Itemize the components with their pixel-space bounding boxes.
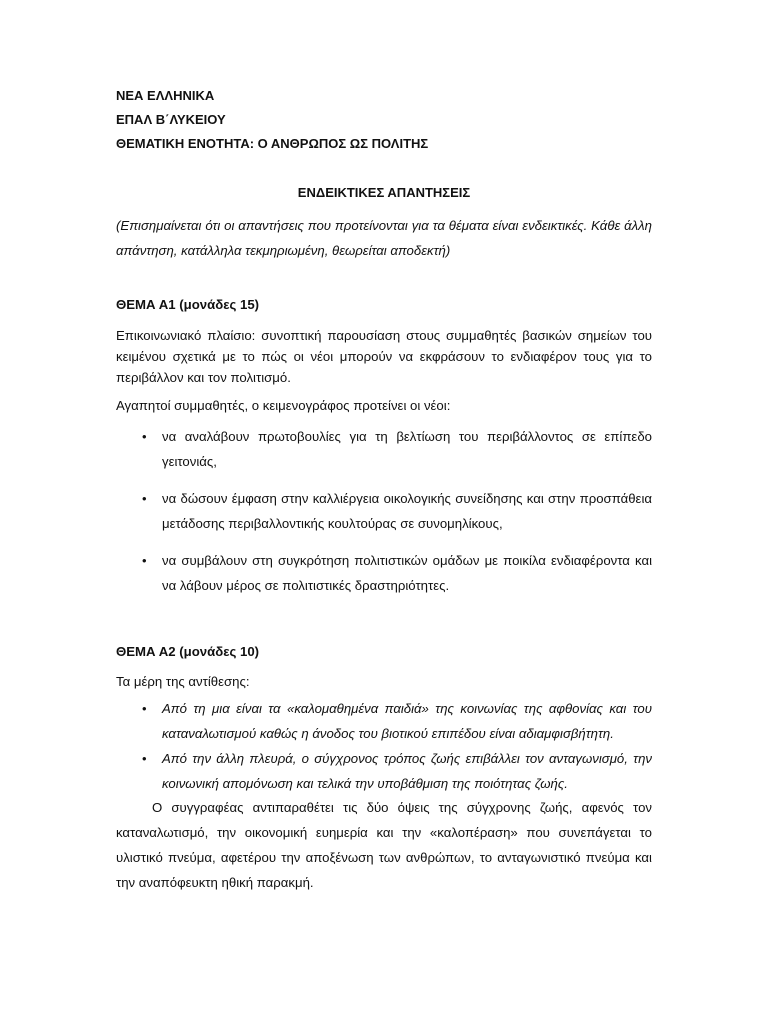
list-item-text: να συμβάλουν στη συγκρότηση πολιτιστικών ομάδων με ποικίλα ενδιαφέροντα και να λάβουν μέρος σε πολιτιστικές δραστηριότητες. — [162, 553, 652, 593]
bullet-icon: • — [142, 701, 147, 716]
unit-heading: ΘΕΜΑΤΙΚΗ ΕΝΟΤΗΤΑ: Ο ΑΝΘΡΩΠΟΣ ΩΣ ΠΟΛΙΤΗΣ — [116, 136, 429, 151]
section-a2-paragraph: Ο συγγραφέας αντιπαραθέτει τις δύο όψεις της σύγχρονης ζωής, αφενός τον καταναλωτισμό, την οικονομική ευημερία και την «καλοπέραση» που συνεπάγεται το υλιστικό πνεύμα, αφετέρου την αποξένωση των ανθρώπων, το ανταγωνιστικό πνεύμα και την αναπόφευκτη ηθική παρακμή. — [116, 800, 652, 890]
subject-heading: ΝΕΑ ΕΛΛΗΝΙΚΑ — [116, 88, 215, 103]
list-item-text: να αναλάβουν πρωτοβουλίες για τη βελτίωση του περιβάλλοντος σε επίπεδο γειτονιάς, — [162, 429, 652, 469]
section-a1-heading: ΘΕΜΑ Α1 (μονάδες 15) — [116, 297, 260, 312]
bullet-icon: • — [142, 553, 147, 568]
list-item-text: Από τη μια είναι τα «καλομαθημένα παιδιά» της κοινωνίας της αφθονίας και του καταναλωτισμού καθώς η άνοδος του βιοτικού επιπέδου είναι αδιαμφισβήτητη. — [162, 701, 652, 741]
list-item — [116, 696, 652, 748]
list-item — [116, 424, 652, 476]
section-a1-intro: Αγαπητοί συμμαθητές, ο κειμενογράφος προτείνει οι νέοι: — [116, 398, 451, 413]
disclaimer-note: (Επισημαίνεται ότι οι απαντήσεις που προτείνονται για τα θέματα είναι ενδεικτικές. Κάθε άλλη απάντηση, κατάλληλα τεκμηριωμένη, θεωρείται αποδεκτή) — [116, 218, 652, 258]
list-item-text: Από την άλλη πλευρά, ο σύγχρονος τρόπος ζωής επιβάλλει τον ανταγωνισμό, την κοινωνική απομόνωση και τελικά την υποβάθμιση της ποιότητας ζωής. — [162, 751, 652, 791]
bullet-icon: • — [142, 491, 147, 506]
section-a1-context: Επικοινωνιακό πλαίσιο: συνοπτική παρουσίαση στους συμμαθητές βασικών σημείων του κειμένου σχετικά με το πώς οι νέοι μπορούν να εκφράσουν το ενδιαφέρον τους για το περιβάλλον και τον πολιτισμό. — [116, 328, 652, 385]
list-item-text: να δώσουν έμφαση στην καλλιέργεια οικολογικής συνείδησης και στην προσπάθεια μετάδοσης περιβαλλοντικής κουλτούρας σε συνομηλίκους, — [162, 491, 652, 531]
list-item — [116, 486, 652, 538]
bullet-icon: • — [142, 751, 147, 766]
list-item — [116, 548, 652, 600]
document-title: ΕΝΔΕΙΚΤΙΚΕΣ ΑΠΑΝΤΗΣΕΙΣ — [297, 185, 471, 200]
section-a2-intro: Τα μέρη της αντίθεσης: — [116, 674, 250, 689]
bullet-icon: • — [142, 429, 147, 444]
list-item — [116, 746, 652, 798]
school-heading: ΕΠΑΛ Β΄ΛΥΚΕΙΟΥ — [116, 112, 226, 127]
section-a2-heading: ΘΕΜΑ Α2 (μονάδες 10) — [116, 644, 260, 659]
